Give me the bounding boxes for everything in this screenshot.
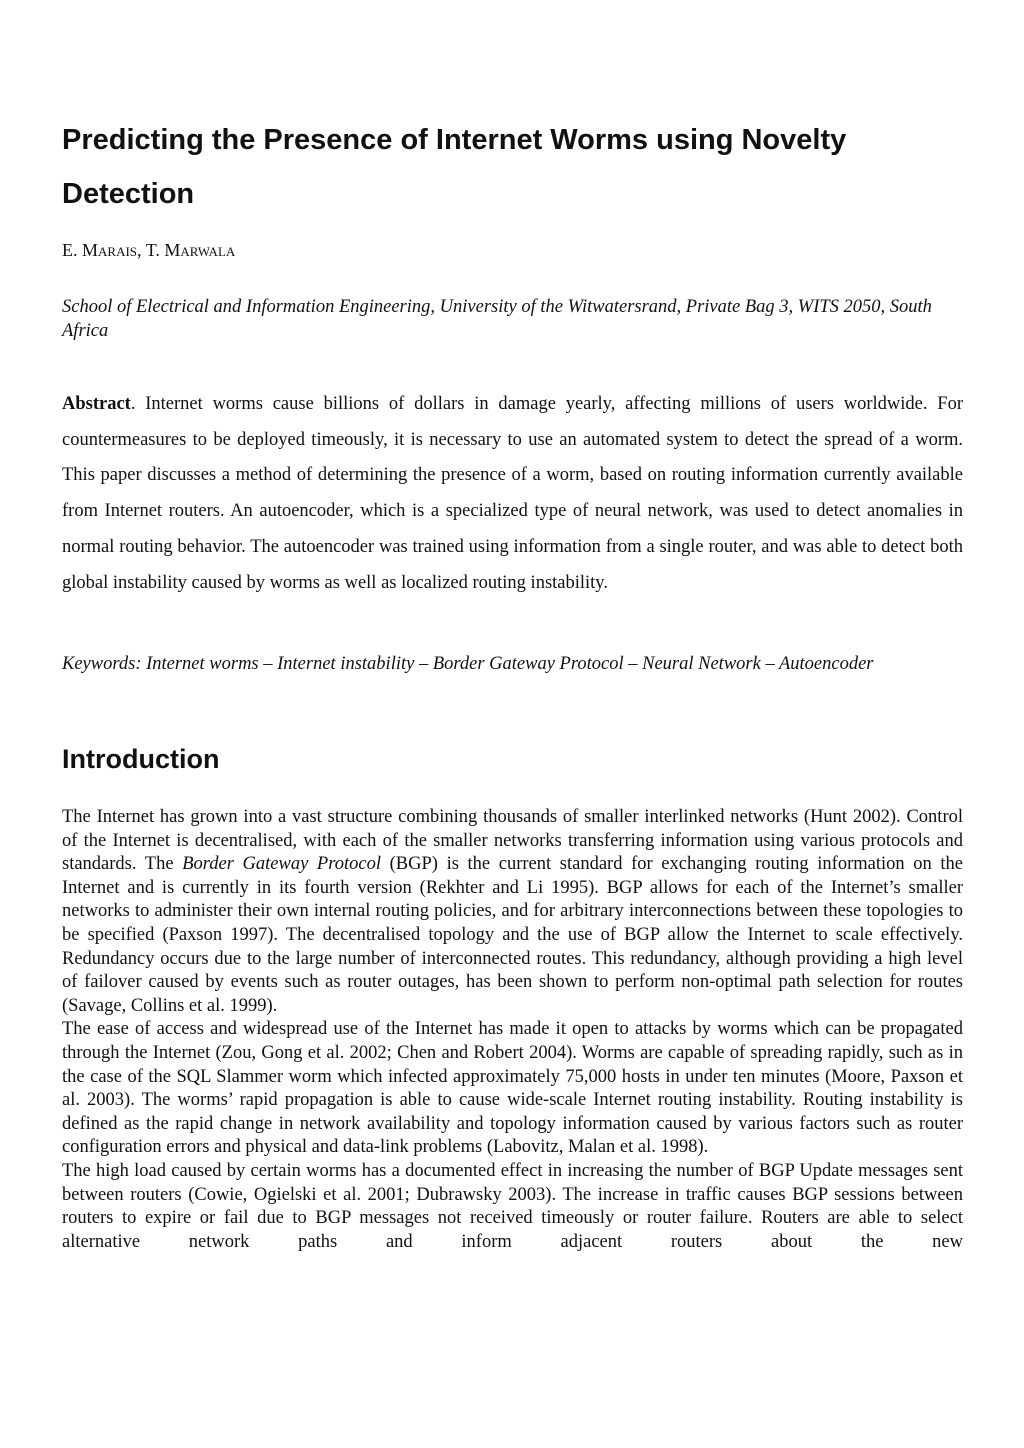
author-1-initial: E. — [62, 240, 82, 260]
author-2-surname: Marwala — [164, 240, 236, 260]
author-1-surname: Marais — [82, 240, 138, 260]
keywords: Keywords: Internet worms – Internet instability – Border Gateway Protocol – Neural Network – Autoencoder — [62, 654, 874, 674]
paragraph-1-emphasis: Border Gateway Protocol — [182, 854, 381, 875]
paper-title: Predicting the Presence of Internet Worms using Novelty Detection — [62, 124, 847, 210]
abstract — [62, 387, 963, 601]
introduction-body — [62, 806, 963, 1254]
paragraph-3: The high load caused by certain worms has a documented effect in increasing the number of BGP Update messages sent between routers (Cowie, Ogielski et al. 2001; Dubrawsky 2003). The increase in traffic causes BGP sessions between routers to expire or fail due to BGP messages not received timeously or router failure. Routers are able to select alternative network paths and inform adjacent routers about the new — [62, 1160, 963, 1252]
paragraph-2: The ease of access and widespread use of the Internet has made it open to attacks by worms which can be propagated through the Internet (Zou, Gong et al. 2002; Chen and Robert 2004). Worms are capable of spreading rapidly, such as in the case of the SQL Slammer worm which infected approximately 75,000 hosts in under ten minutes (Moore, Paxson et al. 2003). The worms’ rapid propagation is able to cause wide-scale Internet routing instability. Routing instability is defined as the rapid change in network availability and topology information caused by various factors such as router configuration errors and physical and data-link problems (Labovitz, Malan et al. 1998). — [62, 1019, 963, 1158]
section-heading-introduction: Introduction — [62, 744, 220, 774]
abstract-text: . Internet worms cause billions of dollars in damage yearly, affecting millions of users worldwide. For countermeasures to be deployed timeously, it is necessary to use an automated system to detect the spread of a worm. This paper discusses a method of determining the presence of a worm, based on routing information currently available from Internet routers. An autoencoder, which is a specialized type of neural network, was used to detect anomalies in normal routing behavior. The autoencoder was trained using information from a single router, and was able to detect both global instability caused by worms as well as localized routing instability. — [62, 394, 963, 593]
author-affiliation: School of Electrical and Information Engineering, University of the Witwatersrand, Private Bag 3, WITS 2050, South Africa — [62, 297, 932, 341]
author-separator: , — [137, 240, 146, 260]
abstract-label: Abstract — [62, 394, 131, 414]
paragraph-1-text-a: The Internet has grown into a vast structure combining thousands of smaller interlinked networks (Hunt 2002). Control of the Internet is decentralised, with each of the smaller networks transferring information using various protocols and standards. The — [62, 807, 963, 875]
paragraph-1-text-b: (BGP) is the current standard for exchanging routing information on the Internet and is currently in its fourth version (Rekhter and Li 1995). BGP allows for each of the Internet’s smaller networks to administer their own internal routing policies, and for arbitrary interconnections between these topologies to be specified (Paxson 1997). The decentralised topology and the use of BGP allow the Internet to scale effectively. Redundancy occurs due to the large number of interconnected routes. This redundancy, although providing a high level of failover caused by events such as router outages, has been shown to perform non-optimal path selection for routes (Savage, Collins et al. 1999). — [62, 854, 963, 1016]
author-list — [62, 239, 235, 261]
paragraph-1 — [62, 806, 963, 1018]
author-2-initial: T. — [145, 240, 165, 260]
paper-page — [62, 0, 963, 1448]
